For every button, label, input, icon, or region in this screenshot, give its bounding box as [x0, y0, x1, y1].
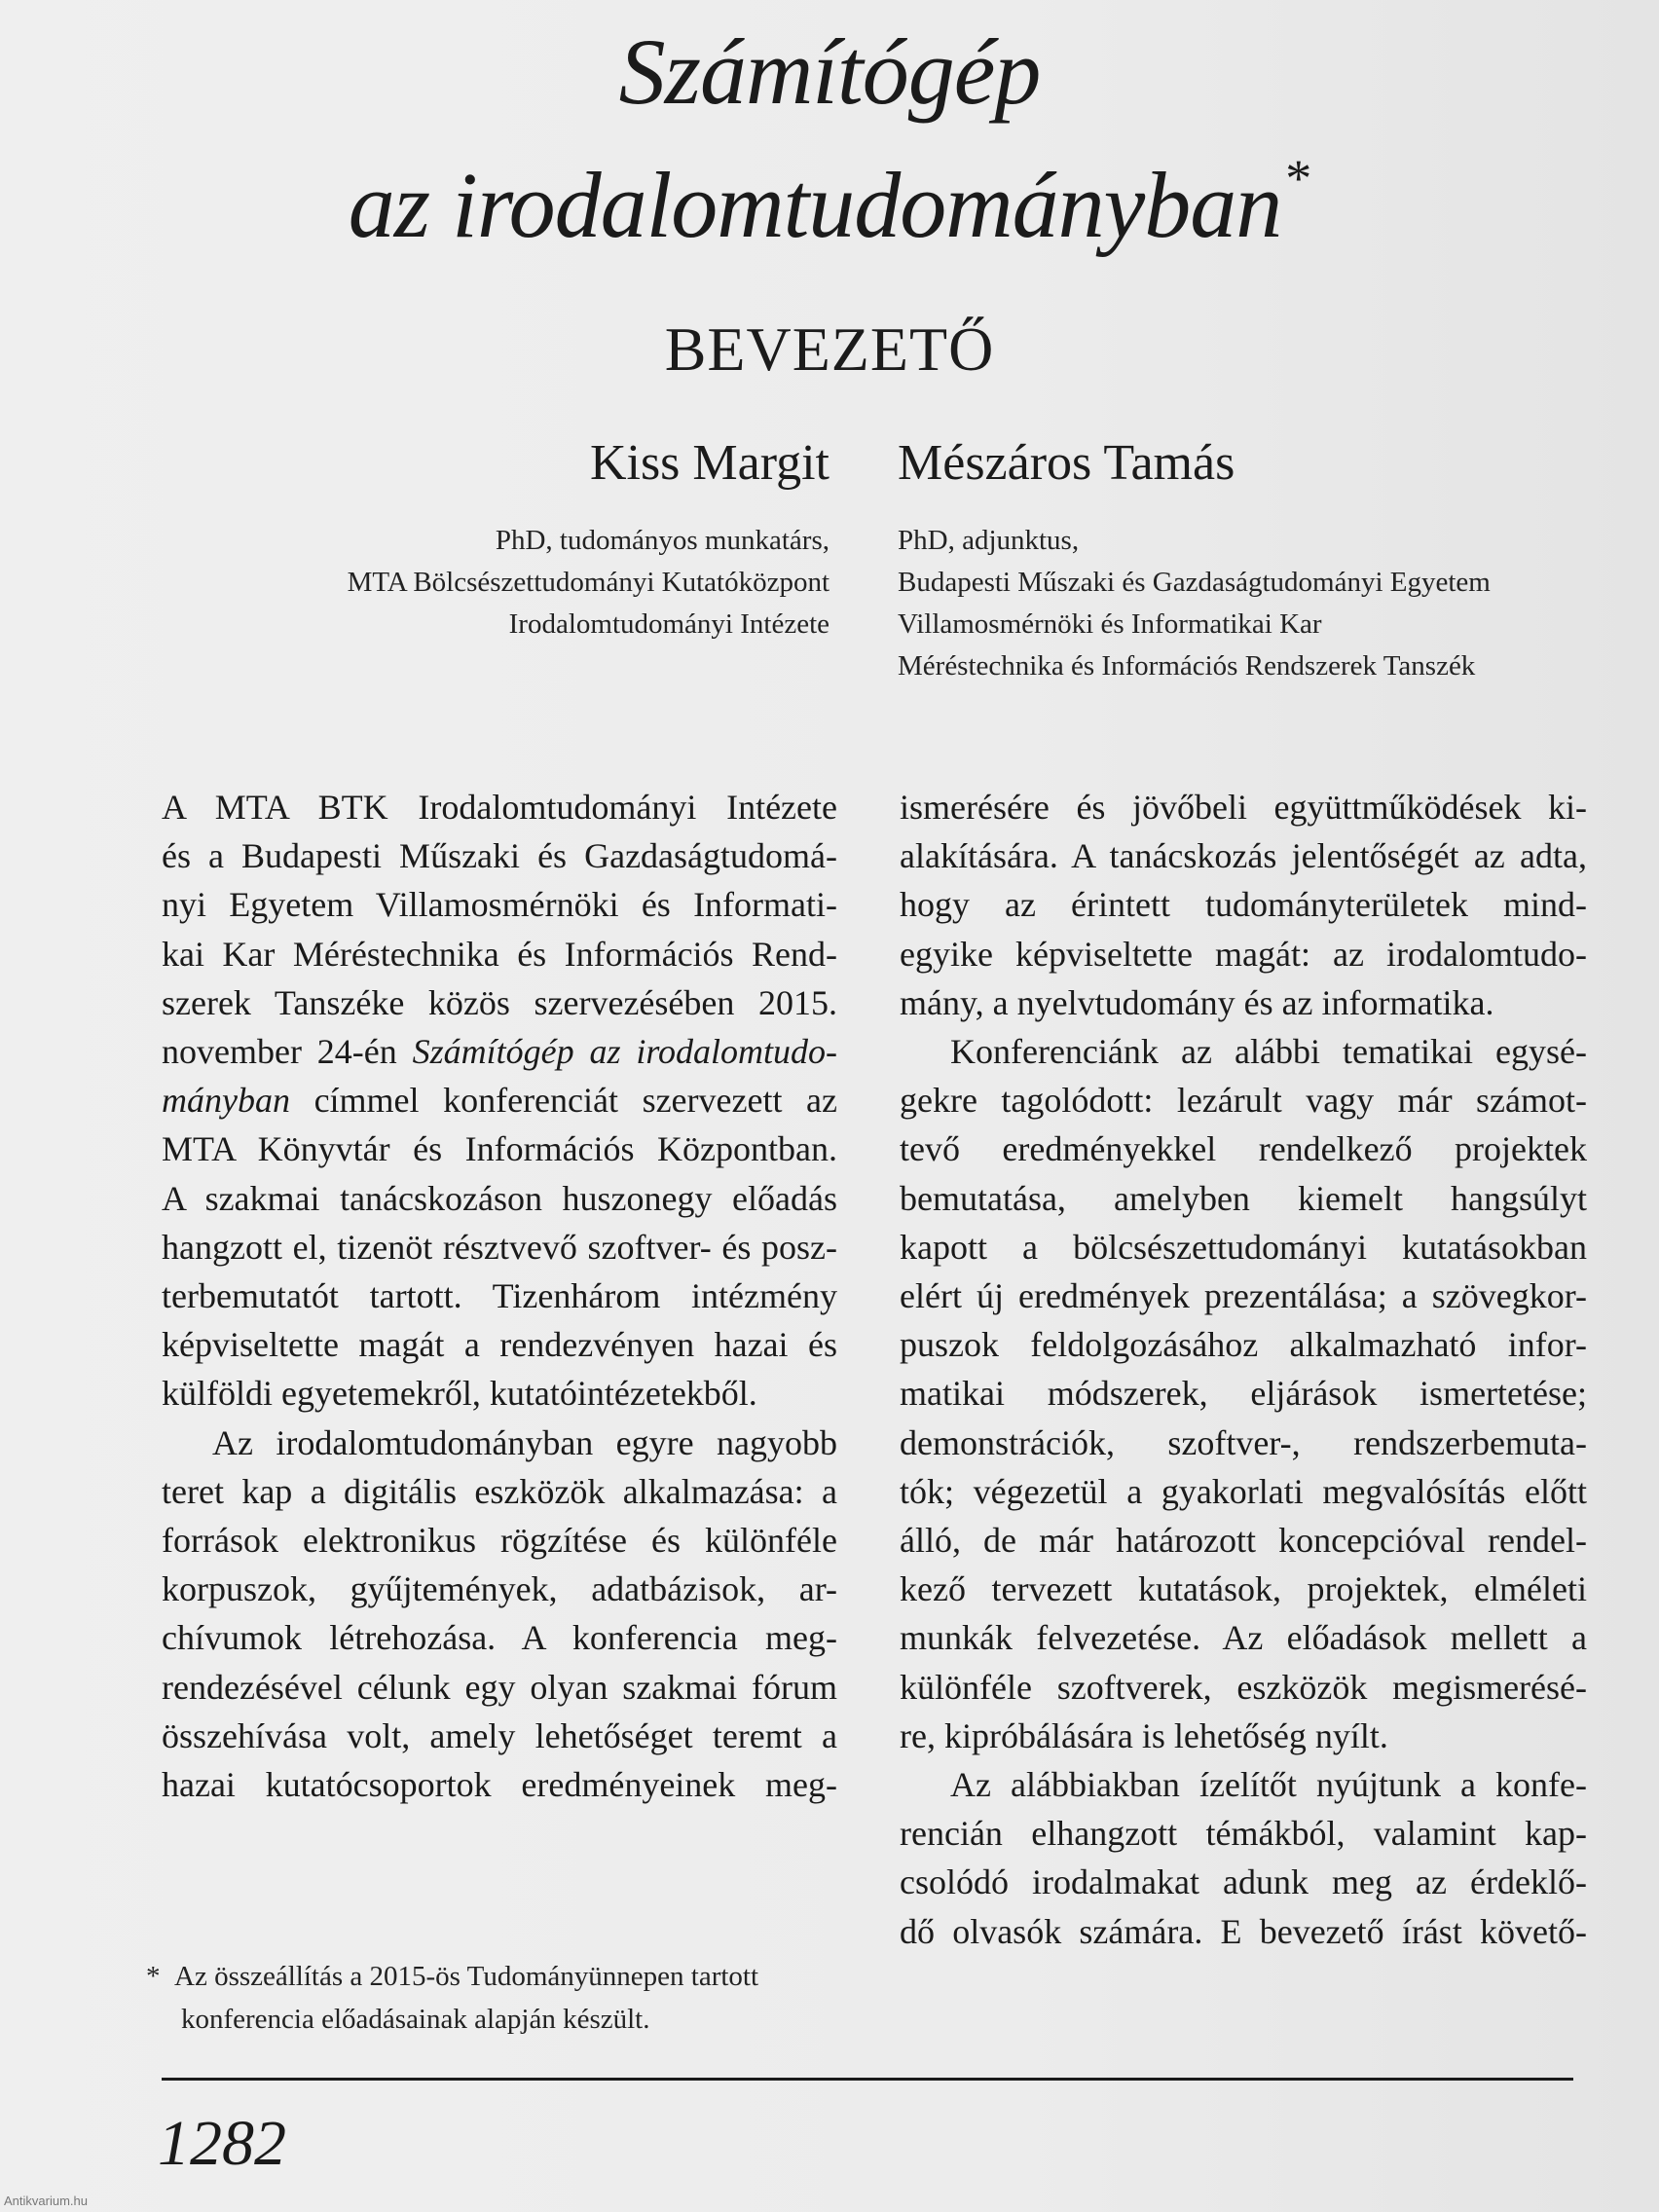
text-line: kező tervezett kutatások, projektek, elméleti: [900, 1569, 1587, 1609]
text-line: bemutatása, amelyben kiemelt hangsúlyt: [900, 1178, 1587, 1218]
footnote-text: Az összeállítás a 2015-ös Tudományünnepen tartott: [174, 1961, 759, 1992]
paragraph-3: [900, 783, 1587, 1027]
text-line: gekre tagolódott: lezárult vagy már számot-: [900, 1081, 1587, 1121]
affiliation-line: MTA Bölcsészettudományi Kutatóközpont: [347, 567, 830, 598]
text-line: kai Kar Méréstechnika és Információs Rend-: [162, 934, 837, 974]
affiliation-line: Budapesti Műszaki és Gazdaságtudományi Egyetem: [898, 567, 1491, 598]
paragraph-4: [900, 1027, 1587, 1760]
text-line: chívumok létrehozása. A konferencia meg-: [162, 1618, 837, 1658]
italic-title: Számítógép az irodalomtudo-: [412, 1032, 837, 1072]
text-line: kapott a bölcsészettudományi kutatásokban: [900, 1227, 1587, 1267]
footnote-line-2: konferencia előadásainak alapján készült.: [181, 2004, 650, 2035]
text-line: teret kap a digitális eszközök alkalmazása: a: [162, 1471, 837, 1511]
author-affiliation-2: [898, 520, 1491, 687]
paragraph-2: [162, 1419, 837, 1810]
title-line-2-text: az irodalomtudományban: [348, 153, 1282, 257]
text-line: korpuszok, gyűjtemények, adatbázisok, ar-: [162, 1569, 837, 1609]
footer-rule: [162, 2078, 1573, 2081]
text-line: hogy az érintett tudományterületek mind-: [900, 885, 1587, 925]
text-line: dő olvasók számára. E bevezető írást követő-: [900, 1911, 1587, 1951]
text-line: puszok feldolgozásához alkalmazható infor-: [900, 1325, 1587, 1365]
text-line: [162, 1076, 837, 1124]
author-name-2: Mészáros Tamás: [898, 435, 1235, 491]
text-segment: címmel konferenciát szervezett az: [313, 1081, 837, 1121]
text-line: tók; végezetül a gyakorlati megvalósítás előtt: [900, 1471, 1587, 1511]
text-line: matikai módszerek, eljárások ismertetése;: [900, 1374, 1587, 1414]
body-column-right: [900, 783, 1587, 1956]
text-line: összehívása volt, amely lehetőséget teremt a: [162, 1715, 837, 1755]
text-line: források elektronikus rögzítése és különféle: [162, 1521, 837, 1561]
text-line: Az irodalomtudományban egyre nagyobb: [212, 1422, 837, 1462]
text-segment: november 24-én: [162, 1032, 397, 1072]
text-line: Konferenciánk az alábbi tematikai egysé-: [950, 1032, 1587, 1072]
title-line-1: Számítógép: [618, 19, 1041, 124]
text-line: rencián elhangzott témákból, valamint kap-: [900, 1814, 1587, 1854]
watermark: Antikvarium.hu: [4, 2194, 88, 2208]
text-line: csolódó irodalmakat adunk meg az érdeklő-: [900, 1862, 1587, 1902]
text-line: Az alábbiakban ízelítőt nyújtunk a konfe-: [950, 1765, 1587, 1805]
italic-title: mányban: [162, 1081, 290, 1121]
text-line: szerek Tanszéke közös szervezésében 2015.: [162, 982, 837, 1022]
author-name-1: Kiss Margit: [589, 435, 830, 491]
text-line: alakítására. A tanácskozás jelentőségét az adta,: [900, 836, 1587, 876]
title-line-2: [0, 148, 1659, 259]
affiliation-line: PhD, adjunktus,: [898, 525, 1080, 556]
text-line: különféle szoftverek, eszközök megismerésé-: [900, 1667, 1587, 1707]
body-column-left: [162, 783, 837, 1809]
title-footnote-mark: *: [1285, 149, 1311, 207]
text-line: álló, de már határozott koncepcióval rendel-: [900, 1521, 1587, 1561]
text-line: demonstrációk, szoftver-, rendszerbemuta-: [900, 1422, 1587, 1462]
text-line: hazai kutatócsoportok eredményeinek meg-: [162, 1765, 837, 1805]
paragraph-1: [162, 783, 837, 1419]
section-heading: BEVEZETŐ: [664, 314, 995, 384]
footnote: [146, 1955, 837, 2041]
text-line: külföldi egyetemekről, kutatóintézetekből.: [162, 1374, 757, 1414]
text-line: re, kipróbálására is lehetőség nyílt.: [900, 1715, 1388, 1755]
text-line: hangzott el, tizenöt résztvevő szoftver- és posz-: [162, 1227, 837, 1267]
footnote-line-1: [146, 1955, 837, 1998]
text-line: nyi Egyetem Villamosmérnöki és Informati-: [162, 885, 837, 925]
text-line: A szakmai tanácskozáson huszonegy előadás: [162, 1178, 837, 1218]
text-line: és a Budapesti Műszaki és Gazdaságtudomá-: [162, 836, 837, 876]
text-line: ismerésére és jövőbeli együttműködések ki-: [900, 788, 1587, 827]
affiliation-line: Irodalomtudományi Intézete: [508, 608, 830, 640]
text-line: elért új eredmények prezentálása; a szövegkor-: [900, 1276, 1587, 1316]
text-line: rendezésével célunk egy olyan szakmai fórum: [162, 1667, 837, 1707]
text-line: A MTA BTK Irodalomtudományi Intézete: [162, 788, 837, 827]
text-line: képviseltette magát a rendezvényen hazai és: [162, 1325, 837, 1365]
text-line: terbemutatót tartott. Tizenhárom intézmény: [162, 1276, 837, 1316]
text-line: munkák felvezetése. Az előadások mellett a: [900, 1618, 1587, 1658]
affiliation-line: PhD, tudományos munkatárs,: [495, 525, 830, 556]
text-line: tevő eredményekkel rendelkező projektek: [900, 1129, 1587, 1169]
author-affiliation-1: [348, 520, 830, 645]
footnote-mark: *: [146, 1961, 161, 1992]
text-line: egyike képviseltette magát: az irodalomtudo-: [900, 934, 1587, 974]
affiliation-line: Méréstechnika és Információs Rendszerek Tanszék: [898, 650, 1476, 682]
text-line: mány, a nyelvtudomány és az informatika.: [900, 982, 1494, 1022]
paragraph-5: [900, 1760, 1587, 1956]
page-number: 1282: [158, 2108, 286, 2179]
text-line: [162, 1027, 837, 1076]
text-line: MTA Könyvtár és Információs Központban.: [162, 1129, 837, 1169]
affiliation-line: Villamosmérnöki és Informatikai Kar: [898, 608, 1322, 640]
